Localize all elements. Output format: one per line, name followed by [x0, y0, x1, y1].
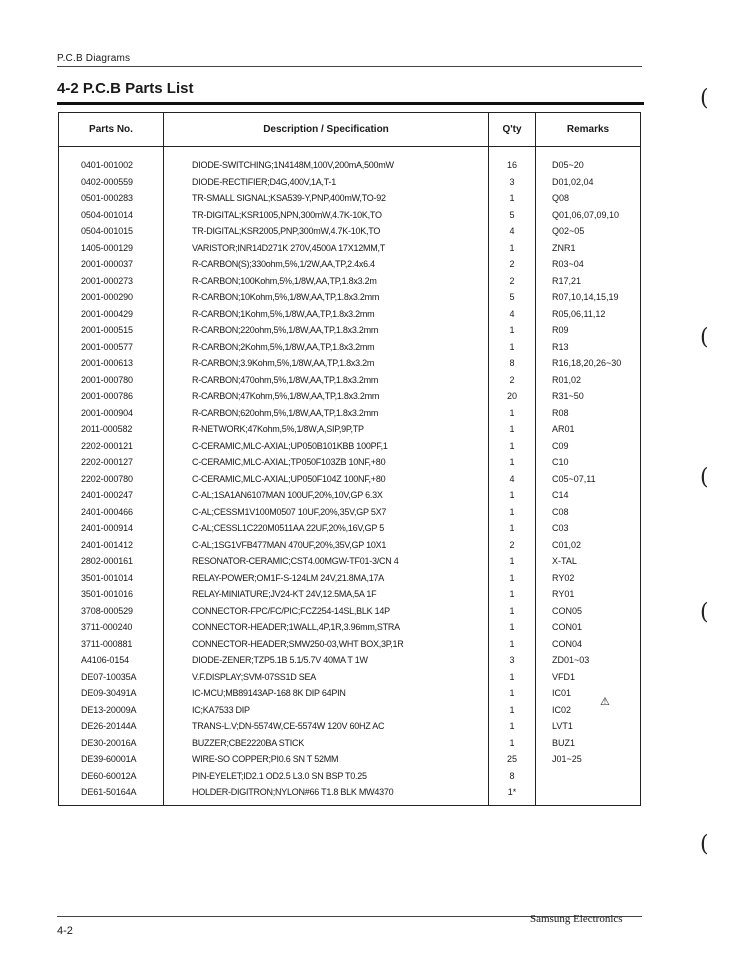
cell-part-no: 3501-001016 — [59, 586, 164, 603]
cell-remarks: R01,02 — [536, 372, 641, 389]
table-row — [59, 768, 641, 785]
table-row — [59, 702, 641, 719]
cell-description: HOLDER-DIGITRON;NYLON#66 T1.8 BLK MW4370 — [164, 784, 489, 805]
cell-remarks: ZNR1 — [536, 240, 641, 257]
cell-part-no: DE30-20016A — [59, 735, 164, 752]
cell-description: R-CARBON;47Kohm,5%,1/8W,AA,TP,1.8x3.2mm — [164, 388, 489, 405]
cell-qty: 1 — [489, 421, 536, 438]
cell-description: R-CARBON;3.9Kohm,5%,1/8W,AA,TP,1.8x3.2m — [164, 355, 489, 372]
table-row — [59, 751, 641, 768]
cell-qty: 1 — [489, 570, 536, 587]
cell-part-no: DE07-10035A — [59, 669, 164, 686]
cell-qty: 1 — [489, 735, 536, 752]
table-row — [59, 487, 641, 504]
cell-qty: 1 — [489, 190, 536, 207]
cell-remarks: RY02 — [536, 570, 641, 587]
cell-description: IC;KA7533 DIP — [164, 702, 489, 719]
table-row — [59, 537, 641, 554]
cell-remarks: R07,10,14,15,19 — [536, 289, 641, 306]
cell-qty: 2 — [489, 273, 536, 290]
cell-qty: 1 — [489, 520, 536, 537]
cell-remarks: CON05 — [536, 603, 641, 620]
cell-qty: 1 — [489, 339, 536, 356]
table-row — [59, 240, 641, 257]
cell-description: RESONATOR-CERAMIC;CST4.00MGW-TF01-3/CN 4 — [164, 553, 489, 570]
cell-part-no: 0504-001015 — [59, 223, 164, 240]
cell-remarks: R31~50 — [536, 388, 641, 405]
table-row — [59, 438, 641, 455]
cell-part-no: A4106-0154 — [59, 652, 164, 669]
binding-mark-icon: ( — [700, 600, 709, 625]
cell-part-no: 2802-000161 — [59, 553, 164, 570]
cell-remarks: C08 — [536, 504, 641, 521]
cell-description: R-CARBON;1Kohm,5%,1/8W,AA,TP,1.8x3.2mm — [164, 306, 489, 323]
table-row — [59, 322, 641, 339]
cell-qty: 1 — [489, 603, 536, 620]
cell-description: C-AL;1SA1AN6107MAN 100UF,20%,10V,GP 6.3X — [164, 487, 489, 504]
binding-mark-icon: ( — [700, 86, 709, 111]
cell-part-no: 2001-000273 — [59, 273, 164, 290]
cell-part-no: 2001-000290 — [59, 289, 164, 306]
cell-remarks: LVT1 — [536, 718, 641, 735]
table-row — [59, 355, 641, 372]
cell-part-no: 1405-000129 — [59, 240, 164, 257]
cell-part-no: 3708-000529 — [59, 603, 164, 620]
table-row — [59, 471, 641, 488]
cell-remarks: C09 — [536, 438, 641, 455]
table-row — [59, 570, 641, 587]
cell-qty: 1 — [489, 669, 536, 686]
cell-part-no: DE13-20009A — [59, 702, 164, 719]
cell-qty: 4 — [489, 223, 536, 240]
cell-description: PIN-EYELET;ID2.1 OD2.5 L3.0 SN BSP T0.25 — [164, 768, 489, 785]
binding-mark-icon: ( — [700, 465, 709, 490]
cell-qty: 5 — [489, 289, 536, 306]
cell-qty: 20 — [489, 388, 536, 405]
cell-qty: 1 — [489, 438, 536, 455]
cell-qty: 1 — [489, 322, 536, 339]
cell-part-no: 2001-000786 — [59, 388, 164, 405]
page-header-label: P.C.B Diagrams — [57, 53, 131, 64]
cell-description: V.F.DISPLAY;SVM-07SS1D SEA — [164, 669, 489, 686]
cell-part-no: DE26-20144A — [59, 718, 164, 735]
table-row — [59, 306, 641, 323]
cell-qty: 1 — [489, 487, 536, 504]
cell-remarks — [536, 768, 641, 785]
cell-qty: 8 — [489, 768, 536, 785]
binding-mark-icon: ( — [700, 325, 709, 350]
cell-part-no: 2401-000247 — [59, 487, 164, 504]
cell-remarks: R03~04 — [536, 256, 641, 273]
cell-remarks: R09 — [536, 322, 641, 339]
cell-part-no: 2001-000577 — [59, 339, 164, 356]
table-row — [59, 669, 641, 686]
cell-qty: 1 — [489, 586, 536, 603]
cell-remarks: IC02 — [536, 702, 641, 719]
cell-description: TR-DIGITAL;KSR1005,NPN,300mW,4.7K-10K,TO — [164, 207, 489, 224]
table-row — [59, 405, 641, 422]
cell-description: TRANS-L.V;DN-5574W,CE-5574W 120V 60HZ AC — [164, 718, 489, 735]
cell-remarks: Q08 — [536, 190, 641, 207]
cell-part-no: 2202-000121 — [59, 438, 164, 455]
cell-remarks: D01,02,04 — [536, 174, 641, 191]
cell-remarks: C05~07,11 — [536, 471, 641, 488]
cell-description: IC-MCU;MB89143AP-168 8K DIP 64PIN — [164, 685, 489, 702]
cell-qty: 1 — [489, 702, 536, 719]
cell-qty: 8 — [489, 355, 536, 372]
binding-mark-icon: ( — [700, 832, 709, 857]
table-row — [59, 289, 641, 306]
table-row — [59, 256, 641, 273]
cell-description: C-AL;CESSL1C220M0511AA 22UF,20%,16V,GP 5 — [164, 520, 489, 537]
warning-triangle-icon: ⚠ — [600, 696, 610, 708]
table-row — [59, 504, 641, 521]
cell-remarks: ZD01~03 — [536, 652, 641, 669]
table-row — [59, 174, 641, 191]
cell-remarks: R17,21 — [536, 273, 641, 290]
cell-part-no: DE60-60012A — [59, 768, 164, 785]
cell-qty: 4 — [489, 306, 536, 323]
cell-qty: 1 — [489, 619, 536, 636]
cell-remarks: R08 — [536, 405, 641, 422]
table-row — [59, 735, 641, 752]
cell-description: C-CERAMIC,MLC-AXIAL;UP050F104Z 100NF,+80 — [164, 471, 489, 488]
cell-description: TR-SMALL SIGNAL;KSA539-Y,PNP,400mW,TO-92 — [164, 190, 489, 207]
table-row — [59, 147, 641, 174]
table-header-row — [59, 113, 641, 147]
table-row — [59, 685, 641, 702]
table-row — [59, 273, 641, 290]
cell-qty: 1 — [489, 553, 536, 570]
cell-qty: 1 — [489, 454, 536, 471]
cell-part-no: 0504-001014 — [59, 207, 164, 224]
cell-qty: 1 — [489, 405, 536, 422]
page-number: 4-2 — [57, 925, 73, 937]
cell-qty: 1 — [489, 636, 536, 653]
cell-remarks: C10 — [536, 454, 641, 471]
table-row — [59, 372, 641, 389]
footer-brand: Samsung Electronics — [530, 913, 623, 925]
cell-remarks: J01~25 — [536, 751, 641, 768]
cell-description: BUZZER;CBE2220BA STICK — [164, 735, 489, 752]
cell-qty: 1 — [489, 718, 536, 735]
cell-description: DIODE-RECTIFIER;D4G,400V,1A,T-1 — [164, 174, 489, 191]
table-row — [59, 603, 641, 620]
cell-remarks: Q01,06,07,09,10 — [536, 207, 641, 224]
cell-remarks: R13 — [536, 339, 641, 356]
cell-remarks: CON04 — [536, 636, 641, 653]
cell-qty: 1* — [489, 784, 536, 805]
cell-part-no: 2401-000466 — [59, 504, 164, 521]
cell-qty: 3 — [489, 652, 536, 669]
table-row — [59, 586, 641, 603]
cell-description: R-CARBON;2Kohm,5%,1/8W,AA,TP,1.8x3.2mm — [164, 339, 489, 356]
header-divider — [57, 66, 642, 67]
cell-remarks: Q02~05 — [536, 223, 641, 240]
cell-remarks: VFD1 — [536, 669, 641, 686]
cell-description: R-NETWORK;47Kohm,5%,1/8W,A,SIP,9P,TP — [164, 421, 489, 438]
cell-description: CONNECTOR-HEADER;SMW250-03,WHT BOX,3P,1R — [164, 636, 489, 653]
cell-part-no: 0402-000559 — [59, 174, 164, 191]
cell-part-no: DE39-60001A — [59, 751, 164, 768]
table-row — [59, 636, 641, 653]
table-row — [59, 619, 641, 636]
cell-part-no: 3501-001014 — [59, 570, 164, 587]
table-row — [59, 454, 641, 471]
cell-remarks: X-TAL — [536, 553, 641, 570]
cell-part-no: 2001-000429 — [59, 306, 164, 323]
cell-description: R-CARBON;470ohm,5%,1/8W,AA,TP,1.8x3.2mm — [164, 372, 489, 389]
cell-description: R-CARBON(S);330ohm,5%,1/2W,AA,TP,2.4x6.4 — [164, 256, 489, 273]
title-underline — [57, 102, 644, 105]
cell-part-no: 2001-000904 — [59, 405, 164, 422]
cell-remarks: D05~20 — [536, 147, 641, 174]
table-row — [59, 339, 641, 356]
cell-description: C-AL;CESSM1V100M0507 10UF,20%,35V,GP 5X7 — [164, 504, 489, 521]
cell-qty: 1 — [489, 240, 536, 257]
cell-remarks: R05,06,11,12 — [536, 306, 641, 323]
table-row — [59, 223, 641, 240]
table-row — [59, 190, 641, 207]
cell-description: RELAY-POWER;OM1F-S-124LM 24V,21.8MA,17A — [164, 570, 489, 587]
cell-description: WIRE-SO COPPER;PI0.6 SN T 52MM — [164, 751, 489, 768]
cell-remarks: C14 — [536, 487, 641, 504]
cell-description: R-CARBON;620ohm,5%,1/8W,AA,TP,1.8x3.2mm — [164, 405, 489, 422]
cell-qty: 25 — [489, 751, 536, 768]
cell-description: DIODE-SWITCHING;1N4148M,100V,200mA,500mW — [164, 147, 489, 174]
table-row — [59, 553, 641, 570]
table-row — [59, 784, 641, 805]
table-row — [59, 652, 641, 669]
cell-part-no: 3711-000881 — [59, 636, 164, 653]
cell-remarks: AR01 — [536, 421, 641, 438]
cell-description: R-CARBON;220ohm,5%,1/8W,AA,TP,1.8x3.2mm — [164, 322, 489, 339]
parts-table-body — [59, 147, 641, 806]
table-row — [59, 207, 641, 224]
col-header-parts-no: Parts No. — [59, 113, 164, 147]
cell-part-no: 2401-000914 — [59, 520, 164, 537]
cell-qty: 16 — [489, 147, 536, 174]
cell-part-no: 0401-001002 — [59, 147, 164, 174]
cell-description: R-CARBON;100Kohm,5%,1/8W,AA,TP,1.8x3.2m — [164, 273, 489, 290]
cell-part-no: 2001-000515 — [59, 322, 164, 339]
cell-description: R-CARBON;10Kohm,5%,1/8W,AA,TP,1.8x3.2mm — [164, 289, 489, 306]
cell-part-no: 2001-000613 — [59, 355, 164, 372]
cell-qty: 2 — [489, 537, 536, 554]
cell-part-no: DE09-30491A — [59, 685, 164, 702]
cell-part-no: 2202-000780 — [59, 471, 164, 488]
cell-qty: 1 — [489, 685, 536, 702]
table-row — [59, 388, 641, 405]
cell-qty: 3 — [489, 174, 536, 191]
cell-description: RELAY-MINIATURE;JV24-KT 24V,12.5MA,5A 1F — [164, 586, 489, 603]
cell-remarks: C03 — [536, 520, 641, 537]
cell-remarks: C01,02 — [536, 537, 641, 554]
cell-description: VARISTOR;INR14D271K 270V,4500A 17X12MM,T — [164, 240, 489, 257]
cell-qty: 5 — [489, 207, 536, 224]
cell-part-no: 0501-000283 — [59, 190, 164, 207]
col-header-qty: Q'ty — [489, 113, 536, 147]
table-row — [59, 520, 641, 537]
cell-part-no: 2401-001412 — [59, 537, 164, 554]
cell-remarks: IC01 — [536, 685, 641, 702]
col-header-description: Description / Specification — [164, 113, 489, 147]
cell-description: C-AL;1SG1VFB477MAN 470UF,20%,35V,GP 10X1 — [164, 537, 489, 554]
cell-remarks: R16,18,20,26~30 — [536, 355, 641, 372]
cell-part-no: 3711-000240 — [59, 619, 164, 636]
cell-part-no: 2001-000780 — [59, 372, 164, 389]
cell-qty: 2 — [489, 372, 536, 389]
cell-description: C-CERAMIC,MLC-AXIAL;UP050B101KBB 100PF,1 — [164, 438, 489, 455]
section-title: 4-2 P.C.B Parts List — [57, 80, 194, 97]
cell-qty: 2 — [489, 256, 536, 273]
parts-table — [58, 112, 641, 806]
cell-description: C-CERAMIC,MLC-AXIAL;TP050F103ZB 10NF,+80 — [164, 454, 489, 471]
cell-part-no: 2202-000127 — [59, 454, 164, 471]
cell-remarks — [536, 784, 641, 805]
cell-description: DIODE-ZENER;TZP5.1B 5.1/5.7V 40MA T 1W — [164, 652, 489, 669]
cell-part-no: 2011-000582 — [59, 421, 164, 438]
table-row — [59, 718, 641, 735]
cell-qty: 1 — [489, 504, 536, 521]
table-row — [59, 421, 641, 438]
cell-remarks: BUZ1 — [536, 735, 641, 752]
cell-remarks: RY01 — [536, 586, 641, 603]
cell-remarks: CON01 — [536, 619, 641, 636]
cell-qty: 4 — [489, 471, 536, 488]
cell-description: TR-DIGITAL;KSR2005,PNP,300mW,4.7K-10K,TO — [164, 223, 489, 240]
cell-part-no: DE61-50164A — [59, 784, 164, 805]
cell-description: CONNECTOR-FPC/FC/PIC;FCZ254-14SL,BLK 14P — [164, 603, 489, 620]
col-header-remarks: Remarks — [536, 113, 641, 147]
cell-description: CONNECTOR-HEADER;1WALL,4P,1R,3.96mm,STRA — [164, 619, 489, 636]
cell-part-no: 2001-000037 — [59, 256, 164, 273]
